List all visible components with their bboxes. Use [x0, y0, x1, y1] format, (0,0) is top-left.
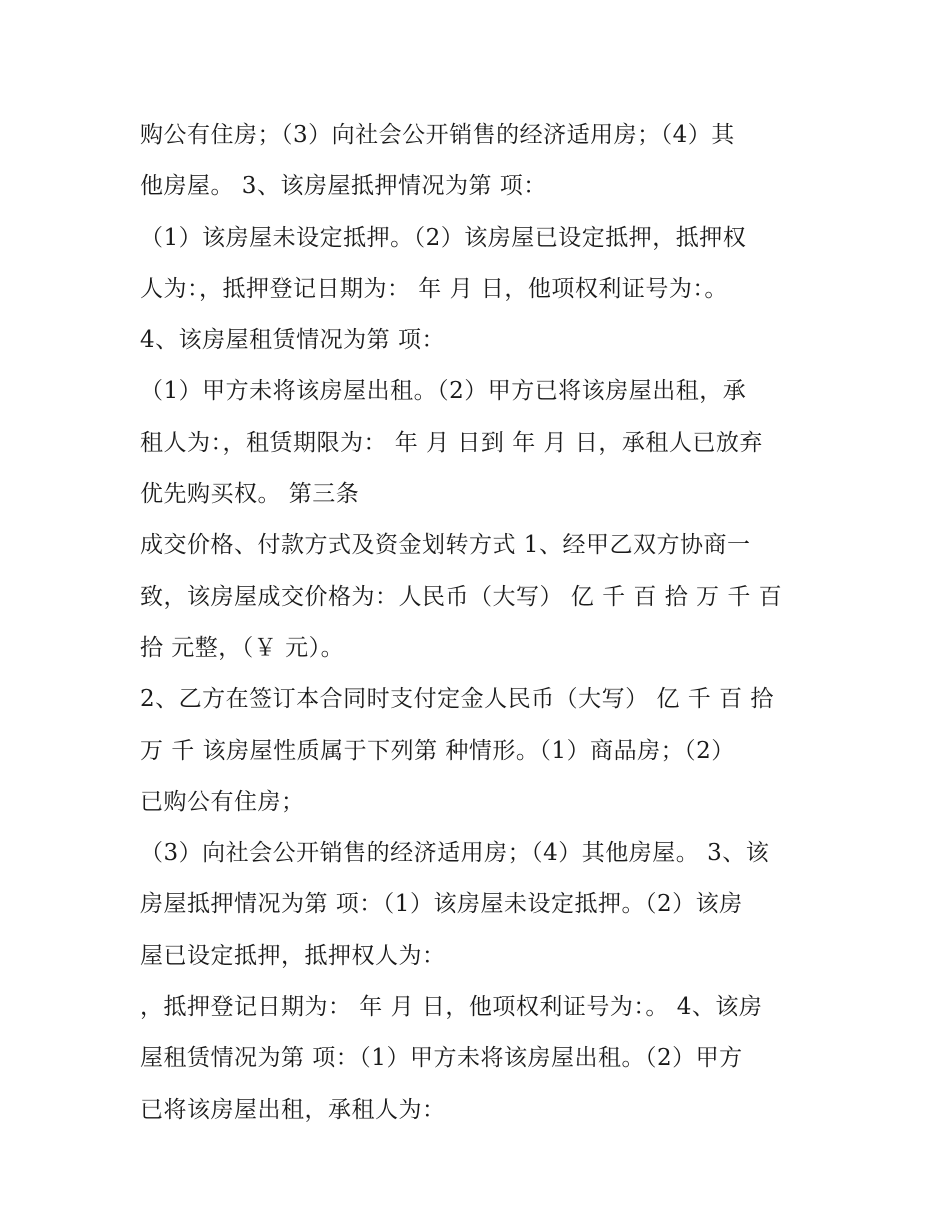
text-line: （1）该房屋未设定抵押。（2）该房屋已设定抵押，抵押权 [140, 224, 747, 251]
text-line: 人为：，抵押登记日期为： 年 月 日，他项权利证号为：。 [140, 275, 728, 302]
contract-text-block [140, 110, 820, 1136]
text-line: ，抵押登记日期为： 年 月 日，他项权利证号为：。 4、该房 [140, 994, 763, 1021]
text-line: 他房屋。 3、该房屋抵押情况为第 项： [140, 173, 547, 200]
text-line: （3）向社会公开销售的经济适用房；（4）其他房屋。 3、该 [140, 840, 770, 867]
text-line: （1）甲方未将该房屋出租。（2）甲方已将该房屋出租，承 [140, 378, 747, 405]
text-line: 购公有住房；（3）向社会公开销售的经济适用房；（4）其 [140, 122, 735, 148]
text-line: 致，该房屋成交价格为：人民币（大写） 亿 千 百 拾 万 千 百 [140, 583, 783, 610]
text-line: 租人为：，租赁期限为： 年 月 日到 年 月 日，承租人已放弃 [140, 429, 763, 456]
text-line: 已将该房屋出租，承租人为： [140, 1096, 446, 1123]
text-line: 拾 元整，（￥ 元）。 [140, 634, 345, 661]
text-line: 屋租赁情况为第 项：（1）甲方未将该房屋出租。（2）甲方 [140, 1045, 743, 1072]
text-line: 万 千 该房屋性质属于下列第 种情形。（1）商品房；（2） [140, 737, 735, 764]
text-line: 已购公有住房； [140, 788, 305, 815]
text-line: 2、乙方在签订本合同时支付定金人民币（大写） 亿 千 百 拾 [140, 686, 774, 713]
text-line: 优先购买权。 第三条 [140, 481, 360, 508]
text-line: 成交价格、付款方式及资金划转方式 1、经甲乙双方协商一 [140, 532, 751, 559]
text-line: 房屋抵押情况为第 项：（1）该房屋未设定抵押。（2）该房 [140, 891, 743, 918]
text-line: 屋已设定抵押，抵押权人为： [140, 942, 446, 969]
text-line: 4、该房屋租赁情况为第 项： [140, 327, 445, 354]
